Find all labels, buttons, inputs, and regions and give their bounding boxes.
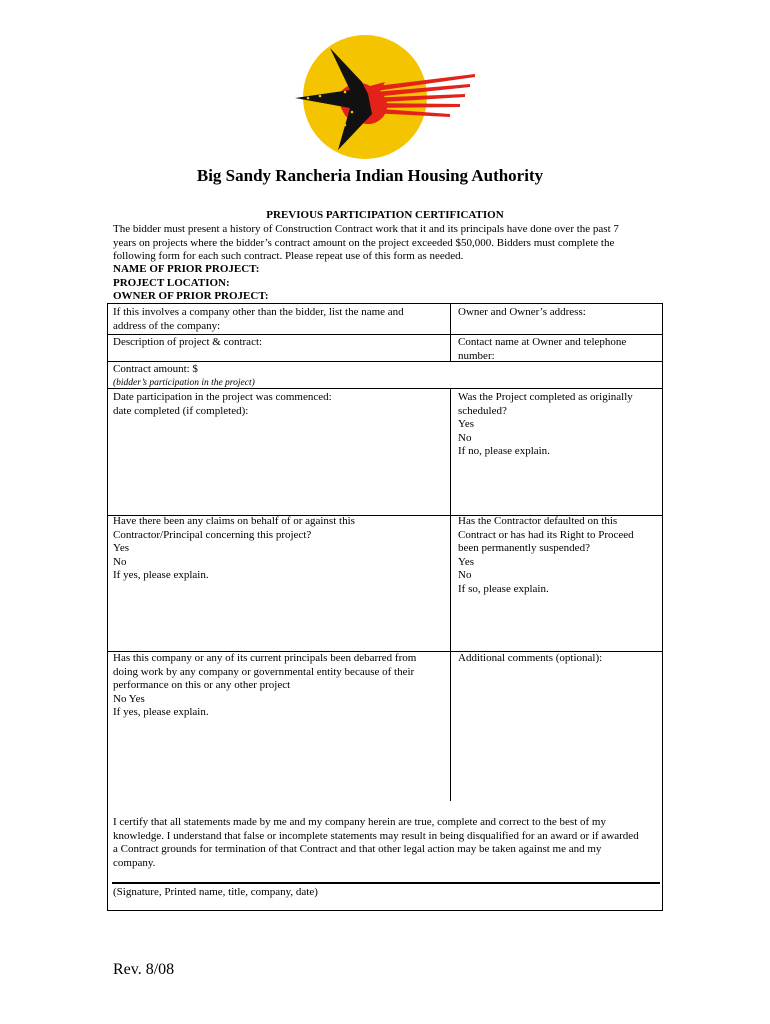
claims-cell[interactable] xyxy=(113,515,443,583)
cell-text: Additional comments (optional): xyxy=(458,652,603,664)
cell-text: knowledge. I understand that false or incomplete statements may result in being disqualified for an award or if awarded xyxy=(113,829,639,842)
contract-amount-cell[interactable] xyxy=(113,363,653,390)
cell-text: If so, please explain. xyxy=(458,582,549,595)
cell-text: company. xyxy=(113,856,156,869)
company-info-cell[interactable] xyxy=(113,306,443,333)
cell-text: doing work by any company or governmental entity because of their xyxy=(113,665,415,678)
cell-text: Contractor/Principal concerning this project? xyxy=(113,528,312,541)
intro-line: years on projects where the bidder’s contract amount on the project exceeded $50,000. Bidders must complete the xyxy=(113,236,615,249)
no-option[interactable]: No xyxy=(113,555,127,568)
cell-text: If yes, please explain. xyxy=(113,569,209,581)
signature-caption: (Signature, Printed name, title, company, date) xyxy=(113,886,318,898)
cell-text: scheduled? xyxy=(458,404,507,417)
cell-text: date completed (if completed): xyxy=(113,404,249,417)
yes-option[interactable]: Yes xyxy=(458,555,475,568)
no-option[interactable]: No xyxy=(458,569,472,581)
no-yes-options[interactable]: No Yes xyxy=(113,692,145,705)
project-location-label: PROJECT LOCATION: xyxy=(113,277,230,289)
cell-text: Description of project & contract: xyxy=(113,336,263,348)
cell-text: If this involves a company other than the bidder, list the name and xyxy=(113,306,404,318)
project-owner-label: OWNER OF PRIOR PROJECT: xyxy=(113,290,269,302)
certification-statement xyxy=(113,816,658,870)
cell-text: If yes, please explain. xyxy=(113,706,209,718)
cell-text: Contract amount: $ xyxy=(113,363,198,375)
cell-text: address of the company: xyxy=(113,319,221,332)
cell-text: Have there been any claims on behalf of or against this xyxy=(113,515,355,527)
cell-text: performance on this or any other project xyxy=(113,679,291,691)
debarment-cell[interactable] xyxy=(113,652,443,720)
cell-text: Owner and Owner’s address: xyxy=(458,306,586,318)
contractor-default-cell[interactable] xyxy=(458,515,658,596)
page-title: Big Sandy Rancheria Indian Housing Authority xyxy=(196,166,544,185)
schedule-completion-cell[interactable] xyxy=(458,391,658,459)
cell-text: been permanently suspended? xyxy=(458,542,590,554)
form-subtitle: PREVIOUS PARTICIPATION CERTIFICATION xyxy=(266,209,504,221)
intro-line: The bidder must present a history of Construction Contract work that it and its principals have done over the past 7 xyxy=(113,223,619,235)
cell-text: Contract or has had its Right to Proceed xyxy=(458,528,634,541)
yes-option[interactable]: Yes xyxy=(113,542,130,554)
participation-form-table xyxy=(107,303,663,911)
signature-line[interactable] xyxy=(112,882,660,884)
cell-text: a Contract grounds for termination of that Contract and that other legal action may be taken against me and my xyxy=(113,843,602,855)
cell-text: I certify that all statements made by me and my company herein are true, complete and correct to the best of my xyxy=(113,816,606,828)
cell-text: number: xyxy=(458,349,495,362)
project-name-label: NAME OF PRIOR PROJECT: xyxy=(113,263,260,275)
intro-line: following form for each such contract. Please repeat use of this form as needed. xyxy=(113,250,464,262)
cell-text: Was the Project completed as originally xyxy=(458,391,633,403)
participation-dates-cell[interactable] xyxy=(113,391,443,418)
cell-text: Contact name at Owner and telephone xyxy=(458,336,627,348)
housing-authority-logo xyxy=(290,30,480,165)
revision-label: Rev. 8/08 xyxy=(113,961,175,978)
amount-note: (bidder’s participation in the project) xyxy=(113,377,255,388)
cell-text: Date participation in the project was commenced: xyxy=(113,391,332,403)
owner-address-cell[interactable] xyxy=(458,306,658,320)
additional-comments-cell[interactable] xyxy=(458,652,658,666)
yes-option[interactable]: Yes xyxy=(458,418,475,430)
cell-text: If no, please explain. xyxy=(458,445,550,457)
intro-paragraph xyxy=(113,223,638,264)
cell-text: Has this company or any of its current principals been debarred from xyxy=(113,652,417,664)
no-option[interactable]: No xyxy=(458,431,472,444)
project-description-cell[interactable] xyxy=(113,336,443,350)
owner-contact-cell[interactable] xyxy=(458,336,658,363)
cell-text: Has the Contractor defaulted on this xyxy=(458,515,618,527)
